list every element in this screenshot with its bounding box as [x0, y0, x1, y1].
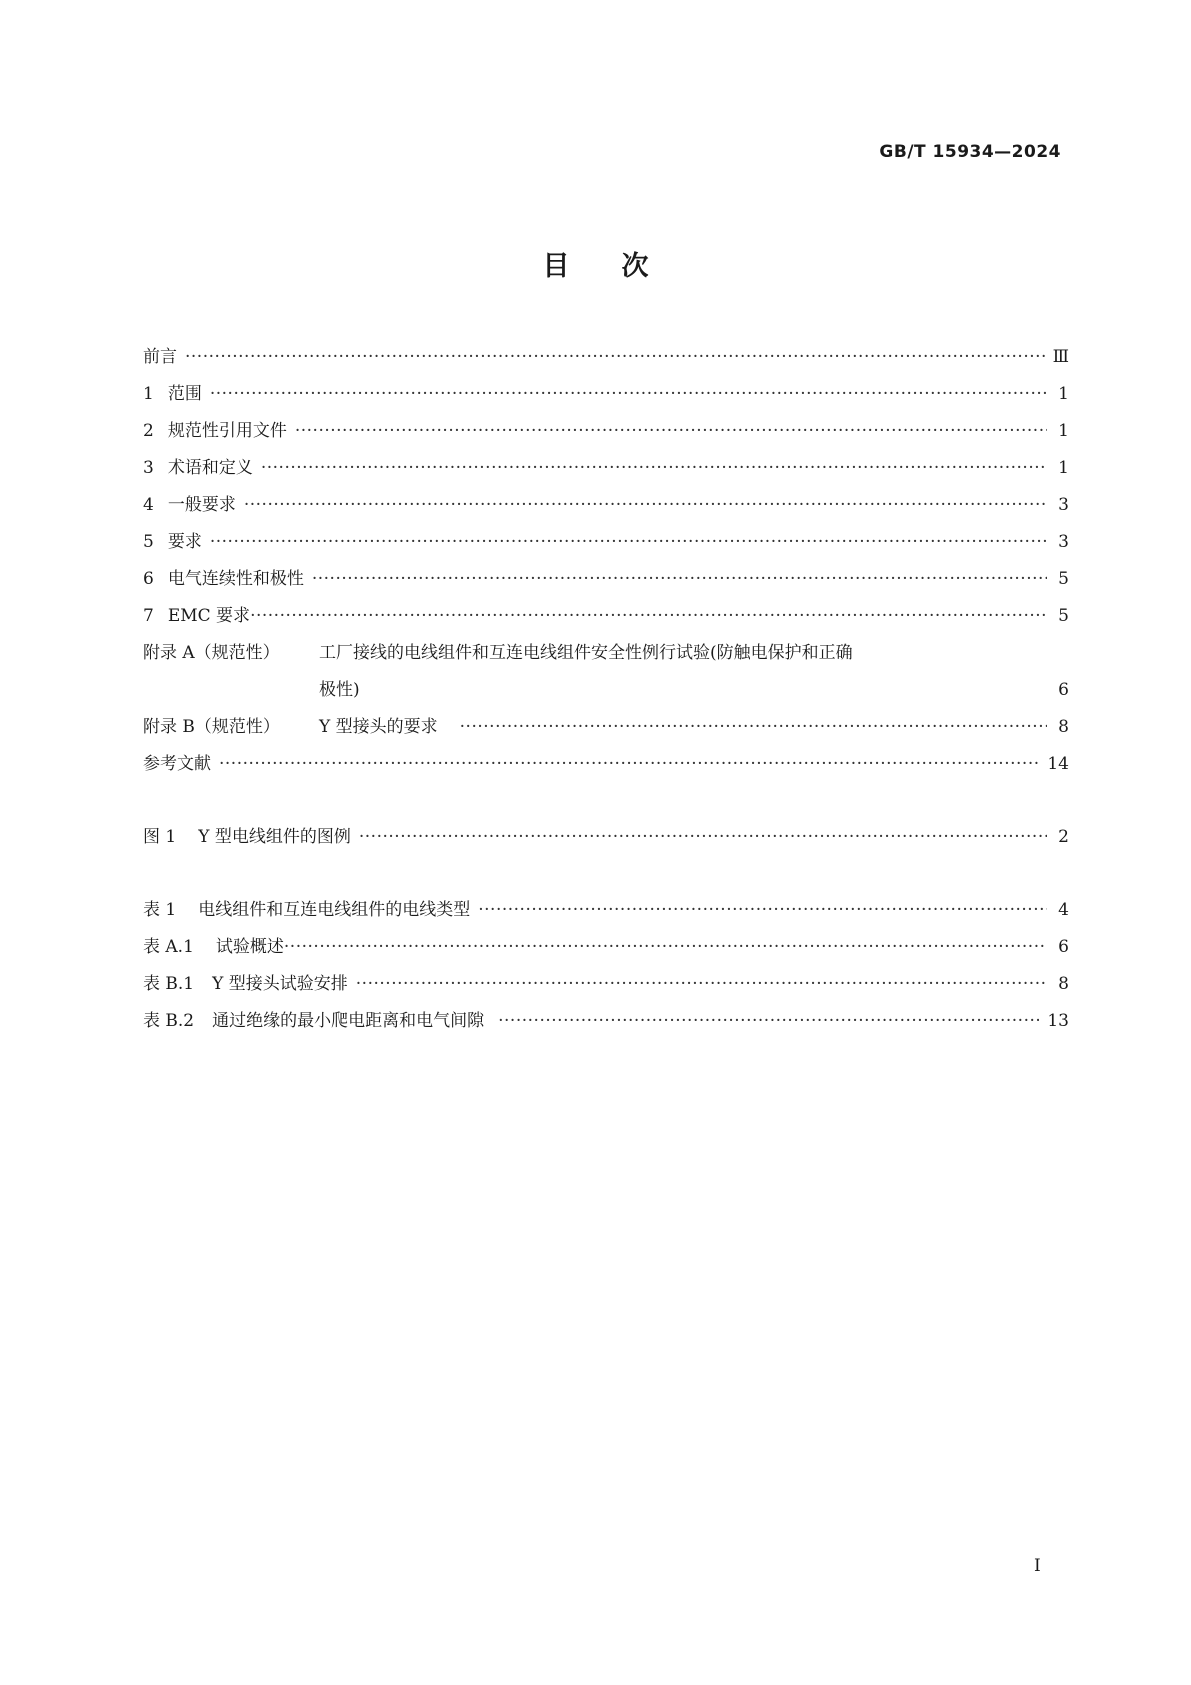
toc-entry-general-requirements[interactable]	[143, 487, 1069, 524]
toc-entry-number: 1	[143, 384, 154, 404]
toc-leader-dots	[312, 561, 1047, 598]
toc-leader-dots	[250, 598, 1047, 635]
toc-entry-number: 图 1	[143, 827, 177, 847]
toc-entry-number: 4	[143, 495, 154, 515]
toc-entry-number: 5	[143, 532, 154, 552]
toc-entry-number: 3	[143, 458, 154, 478]
toc-entry-text: 规范性引用文件	[167, 421, 287, 441]
toc-entry-text: 试验概述	[215, 937, 284, 957]
toc-entry-annex-a[interactable]	[143, 635, 1069, 709]
toc-entry-page: 2	[1058, 827, 1069, 847]
toc-entry-terms-definitions[interactable]	[143, 450, 1069, 487]
toc-entry-text-continued: 极性)	[319, 680, 360, 700]
toc-entry-number: 7	[143, 606, 154, 626]
toc-entry-label	[143, 892, 478, 929]
toc-entry-number: 表 B.1	[143, 974, 195, 994]
toc-entry-emc-requirements[interactable]	[143, 598, 1069, 635]
toc-entry-page: 1	[1058, 458, 1069, 478]
toc-entry-page: 1	[1058, 421, 1069, 441]
toc-entry-text: 电气连续性和极性	[167, 569, 304, 589]
toc-entry-label	[143, 524, 210, 561]
toc-leader-dots	[478, 892, 1047, 929]
toc-entry-label	[143, 819, 359, 856]
toc-main-section	[143, 339, 1069, 783]
toc-entry-table-a1[interactable]	[143, 929, 1069, 966]
toc-entry-label	[143, 487, 244, 524]
toc-entry-label	[143, 450, 261, 487]
toc-entry-label	[143, 746, 219, 783]
toc-entry-number: 2	[143, 421, 154, 441]
toc-leader-dots	[284, 929, 1047, 966]
toc-entry-text: 工厂接线的电线组件和互连电线组件安全性例行试验(防触电保护和正确	[319, 643, 853, 663]
toc-annex-prefix: 附录 A（规范性）	[143, 643, 280, 663]
toc-entry-label	[143, 966, 356, 1003]
toc-entry-text: Y 型接头试验安排	[212, 974, 348, 994]
toc-entry-page: 14	[1047, 754, 1069, 774]
toc-entry-page: 5	[1058, 606, 1069, 626]
page-title: 目次	[542, 251, 701, 282]
toc-entry-number: 6	[143, 569, 154, 589]
toc-entry-label	[143, 598, 250, 635]
toc-annex-a-line1	[143, 635, 1069, 672]
toc-entry-text: 电线组件和互连电线组件的电线类型	[198, 900, 471, 920]
toc-entry-normative-references[interactable]	[143, 413, 1069, 450]
toc-entry-text: 一般要求	[167, 495, 236, 515]
section-spacer	[143, 856, 1069, 892]
toc-leader-dots	[460, 709, 1047, 746]
toc-leader-dots	[359, 819, 1047, 856]
toc-entry-label	[143, 1003, 498, 1040]
toc-entry-label	[143, 339, 185, 376]
toc-entry-page: 5	[1058, 569, 1069, 589]
toc-leader-dots	[498, 1003, 1039, 1040]
toc-entry-table-1[interactable]	[143, 892, 1069, 929]
toc-entry-page: 8	[1058, 717, 1069, 737]
toc-entry-page: 4	[1058, 900, 1069, 920]
toc-leader-dots	[261, 450, 1047, 487]
toc-entry-page: 3	[1058, 532, 1069, 552]
toc-tables-section	[143, 892, 1069, 1040]
toc-entry-table-b1[interactable]	[143, 966, 1069, 1003]
toc-entry-table-b2[interactable]	[143, 1003, 1069, 1040]
toc-entry-page: 6	[1058, 937, 1069, 957]
toc-entry-bibliography[interactable]	[143, 746, 1069, 783]
standard-code: GB/T 15934—2024	[879, 142, 1061, 162]
section-spacer	[143, 783, 1069, 819]
toc-entry-text: EMC 要求	[167, 606, 251, 626]
toc-annex-a-line2	[143, 672, 1069, 709]
toc-entry-number: 表 1	[143, 900, 177, 920]
toc-entry-number: 表 A.1	[143, 937, 194, 957]
toc-entry-label	[143, 561, 312, 598]
toc-entry-text: 参考文献	[143, 754, 211, 774]
toc-entry-page: 8	[1058, 974, 1069, 994]
toc-entry-label	[143, 709, 460, 746]
footer-page-number: I	[1034, 1556, 1041, 1576]
toc-entry-text: Y 型接头的要求	[319, 717, 438, 737]
toc-entry-text: 前言	[143, 347, 177, 367]
toc-entry-scope[interactable]	[143, 376, 1069, 413]
toc-leader-dots	[244, 487, 1047, 524]
toc-entry-text: 通过绝缘的最小爬电距离和电气间隙	[212, 1011, 485, 1031]
toc-entry-page: Ⅲ	[1052, 347, 1069, 367]
toc-entry-annex-b[interactable]	[143, 709, 1069, 746]
toc-leader-dots	[295, 413, 1047, 450]
toc-entry-foreword[interactable]	[143, 339, 1069, 376]
toc-leader-dots	[356, 966, 1047, 1003]
toc-entry-page: 1	[1058, 384, 1069, 404]
toc-entry-figure-1[interactable]	[143, 819, 1069, 856]
toc-leader-dots	[219, 746, 1039, 783]
toc-entry-text: 范围	[167, 384, 202, 404]
toc-entry-page: 13	[1047, 1011, 1069, 1031]
toc-entry-requirements[interactable]	[143, 524, 1069, 561]
toc-leader-dots	[210, 524, 1047, 561]
toc-entry-label	[143, 929, 284, 966]
toc-leader-dots	[185, 339, 1045, 376]
toc-entry-continuity-polarity[interactable]	[143, 561, 1069, 598]
toc-entry-page: 6	[1058, 680, 1069, 700]
toc-leader-dots	[210, 376, 1047, 413]
toc-entry-text: 要求	[167, 532, 202, 552]
toc-entry-number: 表 B.2	[143, 1011, 195, 1031]
toc-entry-text: Y 型电线组件的图例	[198, 827, 351, 847]
toc-entry-text: 术语和定义	[167, 458, 253, 478]
toc-entry-label	[143, 413, 295, 450]
toc-figures-section	[143, 819, 1069, 856]
table-of-contents	[143, 339, 1069, 1040]
toc-entry-page: 3	[1058, 495, 1069, 515]
toc-entry-label	[143, 376, 210, 413]
toc-annex-prefix: 附录 B（规范性）	[143, 717, 280, 737]
